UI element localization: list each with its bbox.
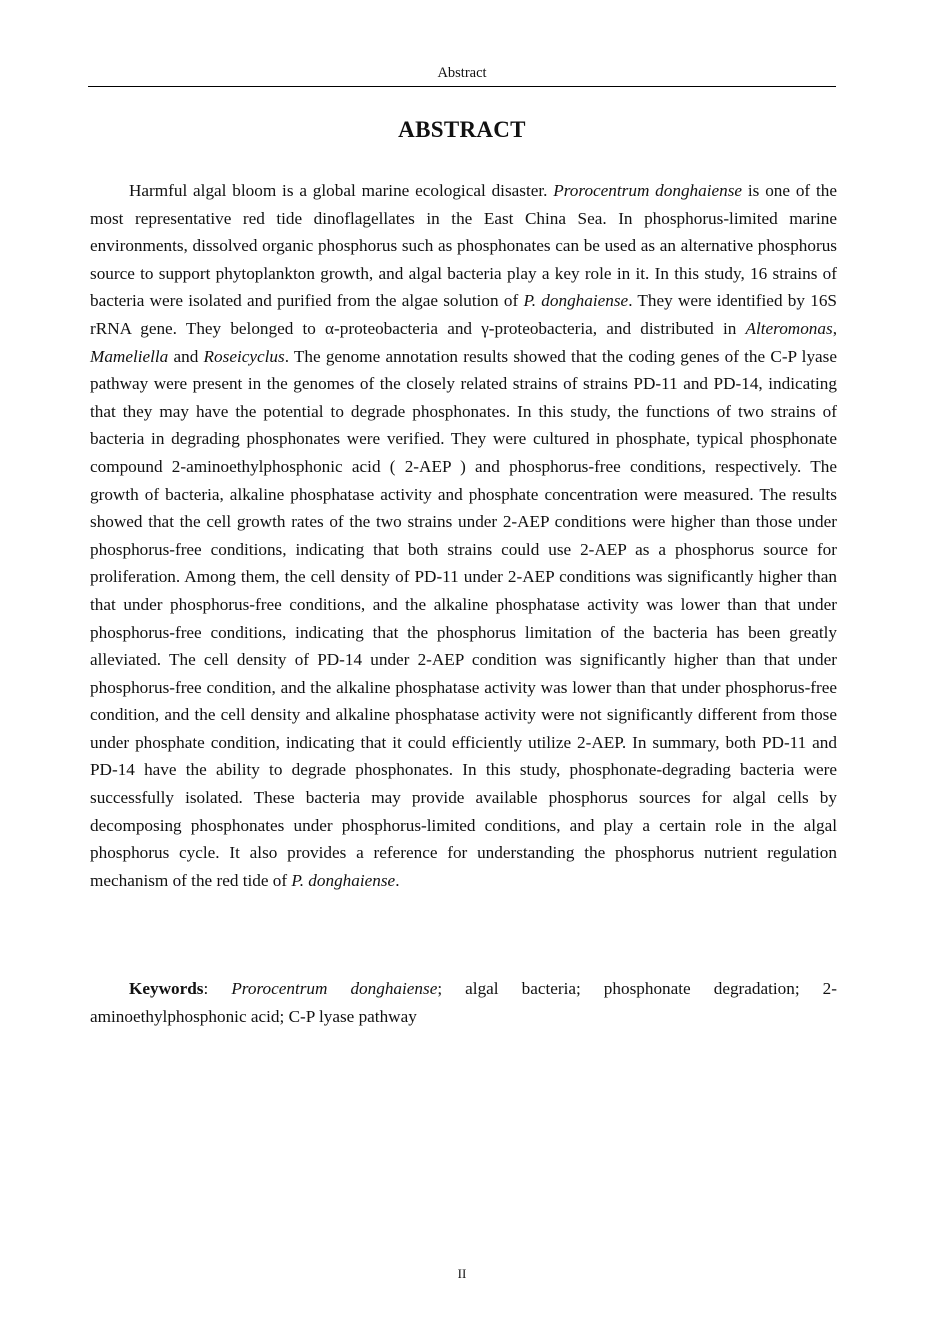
abstract-paragraph <box>90 177 837 894</box>
abstract-text: . <box>395 870 400 890</box>
genus-name: Mameliella <box>90 346 169 366</box>
keywords-paragraph <box>90 975 837 1030</box>
abstract-text: is one of the most representative red tide dinoflagellates in the East China Sea. In phosphorus-limited marine environments, dissolved organic phosphorus such as phosphonates can be used as an alternative phosphorus source to support phytoplankton growth, and algal bacteria play a key role in it. In this study, 16 strains of bacteria were isolated and purified from the algae solution of <box>90 181 837 311</box>
species-name: Prorocentrum donghaiense <box>553 181 743 200</box>
abstract-text: Harmful algal bloom is a global marine ecological disaster. <box>129 181 554 200</box>
keywords-label: Keywords <box>129 979 204 998</box>
keyword-species: Prorocentrum donghaiense <box>231 979 438 998</box>
keywords-separator: : <box>203 979 232 998</box>
species-name: P. donghaiense <box>291 870 396 890</box>
page-number: II <box>457 1266 467 1281</box>
genus-name: Roseicyclus <box>203 346 285 366</box>
page-title: ABSTRACT <box>398 117 526 142</box>
abstract-text: . The genome annotation results showed that the coding genes of the C-P lyase pathway were present in the genomes of the closely related strains of strains PD-11 and PD-14, indicating that they may have the potential to degrade phosphonates. In this study, the functions of two strains of bacteria in degrading phosphonates were verified. They were cultured in phosphate, typical phosphonate compound 2-aminoethylphosphonic acid ( 2-AEP ) and phosphorus-free conditions, respectively. The growth of bacteria, alkaline phosphatase activity and phosphate concentration were measured. The results showed that the cell growth rates of the two strains under 2-AEP conditions were higher than those under phosphorus-free conditions, indicating that both strains could use 2-AEP as a phosphorus source for proliferation. Among them, the cell density of PD-11 under 2-AEP conditions was significantly higher than that under phosphorus-free conditions, and the alkaline phosphatase activity was lower than that under phosphorus-free conditions, indicating that the phosphorus limitation of the bacteria has been greatly alleviated. The cell density of PD-14 under 2-AEP condition was significantly higher than that under phosphorus-free condition, and the alkaline phosphatase activity was lower than that under phosphorus-free condition, and the cell density and alkaline phosphatase activity were not significantly different from those under phosphate condition, indicating that it could efficiently utilize 2-AEP. In summary, both PD-11 and PD-14 have the ability to degrade phosphonates. In this study, phosphonate-degrading bacteria were successfully isolated. These bacteria may provide available phosphorus sources for algal cells by decomposing phosphonates under phosphorus-limited conditions, and play a certain role in the algal phosphorus cycle. It also provides a reference for understanding the phosphorus nutrient regulation mechanism of the red tide of <box>90 346 837 890</box>
keywords-list: ; algal bacteria; phosphonate degradation; 2-aminoethylphosphonic acid; C-P lyase pathway <box>90 979 837 1026</box>
genus-name: Alteromonas <box>745 318 833 338</box>
abstract-text: and <box>168 346 204 366</box>
species-name: P. donghaiense <box>523 291 629 311</box>
header-rule <box>88 86 836 87</box>
abstract-text: , <box>832 318 837 338</box>
running-header: Abstract <box>437 65 487 81</box>
abstract-text: . They were identified by 16S rRNA gene. They belonged to α-proteobacteria and γ-proteobacteria, and distributed in <box>90 291 837 338</box>
